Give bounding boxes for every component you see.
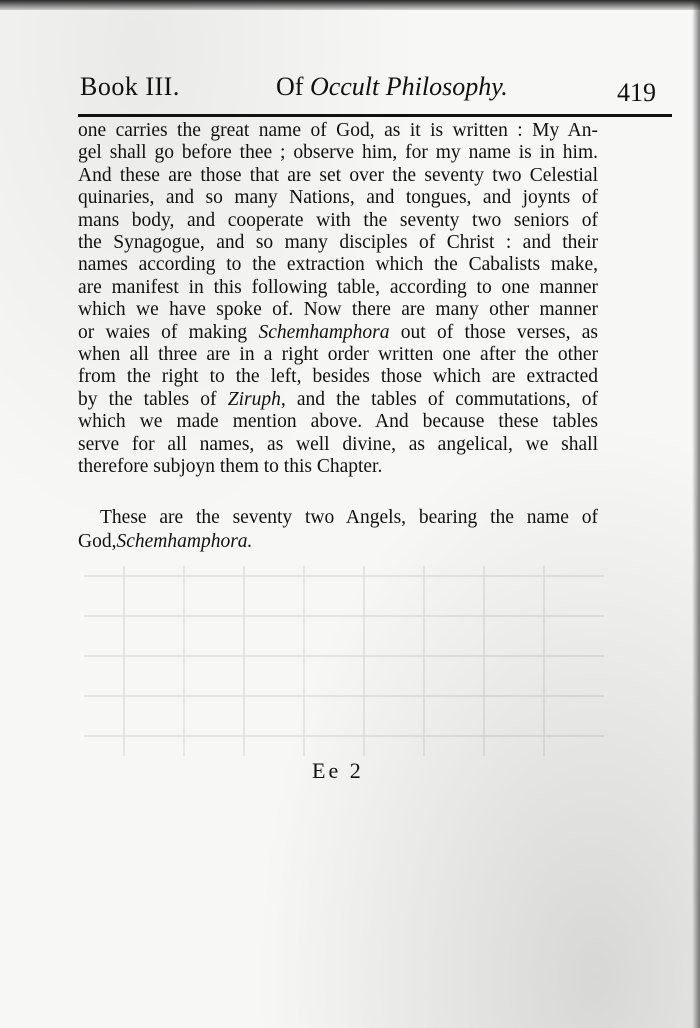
second-paragraph bbox=[78, 506, 598, 554]
text-line bbox=[78, 389, 598, 411]
text-fragment: , and the tables of commutations, of bbox=[280, 388, 598, 410]
text-fragment: out of those verses, as bbox=[400, 321, 598, 343]
text-line: quinaries, and so many Nations, and tongues, and joynts of bbox=[78, 187, 598, 209]
main-paragraph bbox=[78, 120, 598, 479]
text-line bbox=[78, 322, 598, 344]
text-line: are manifest in this following table, according to one manner bbox=[78, 276, 598, 298]
text-line: when all three are in a right order written one after the other bbox=[78, 344, 598, 366]
text-line: the Synagogue, and so many disciples of Christ : and their bbox=[78, 232, 598, 254]
text-fragment: by the tables of bbox=[78, 388, 217, 410]
show-through-table bbox=[84, 556, 604, 766]
term-schemhamphora: Schemhamphora bbox=[258, 321, 390, 343]
term-schemhamphora: Schemhamphora. bbox=[116, 531, 253, 552]
text-line: which we have spoke of. Now there are many other manner bbox=[78, 299, 598, 321]
heading-main: Occult Philosophy. bbox=[309, 72, 508, 101]
heading-prefix: Of bbox=[276, 72, 304, 101]
text-line: serve for all names, as well divine, as angelical, we shall bbox=[78, 433, 598, 455]
text-line: These are the seventy two Angels, bearing the name of bbox=[100, 507, 598, 528]
text-line: one carries the great name of God, as it is written : My An- bbox=[78, 120, 598, 141]
text-fragment: God, bbox=[78, 531, 117, 552]
term-ziruph: Ziruph bbox=[227, 388, 281, 410]
text-line: And these are those that are set over the seventy two Celestial bbox=[78, 164, 598, 186]
header-rule bbox=[78, 114, 672, 117]
text-line bbox=[78, 530, 598, 554]
page-heading bbox=[276, 72, 508, 102]
text-line: from the right to the left, besides those which are extracted bbox=[78, 366, 598, 388]
text-line: names according to the extraction which the Cabalists make, bbox=[78, 254, 598, 276]
page-number: 419 bbox=[617, 78, 656, 107]
text-fragment: or waies of making bbox=[78, 321, 248, 343]
running-head bbox=[80, 70, 656, 110]
text-line: gel shall go before thee ; observe him, for my name is in him. bbox=[78, 142, 598, 164]
text-line: mans body, and cooperate with the seventy two seniors of bbox=[78, 209, 598, 231]
page-top-shadow bbox=[0, 0, 700, 10]
book-label: Book III. bbox=[80, 72, 180, 101]
text-line: which we made mention above. And because these tables bbox=[78, 411, 598, 433]
text-line: therefore subjoyn them to this Chapter. bbox=[78, 456, 383, 478]
page-right-shadow bbox=[692, 0, 700, 1028]
signature-mark: Ee 2 bbox=[312, 758, 364, 783]
